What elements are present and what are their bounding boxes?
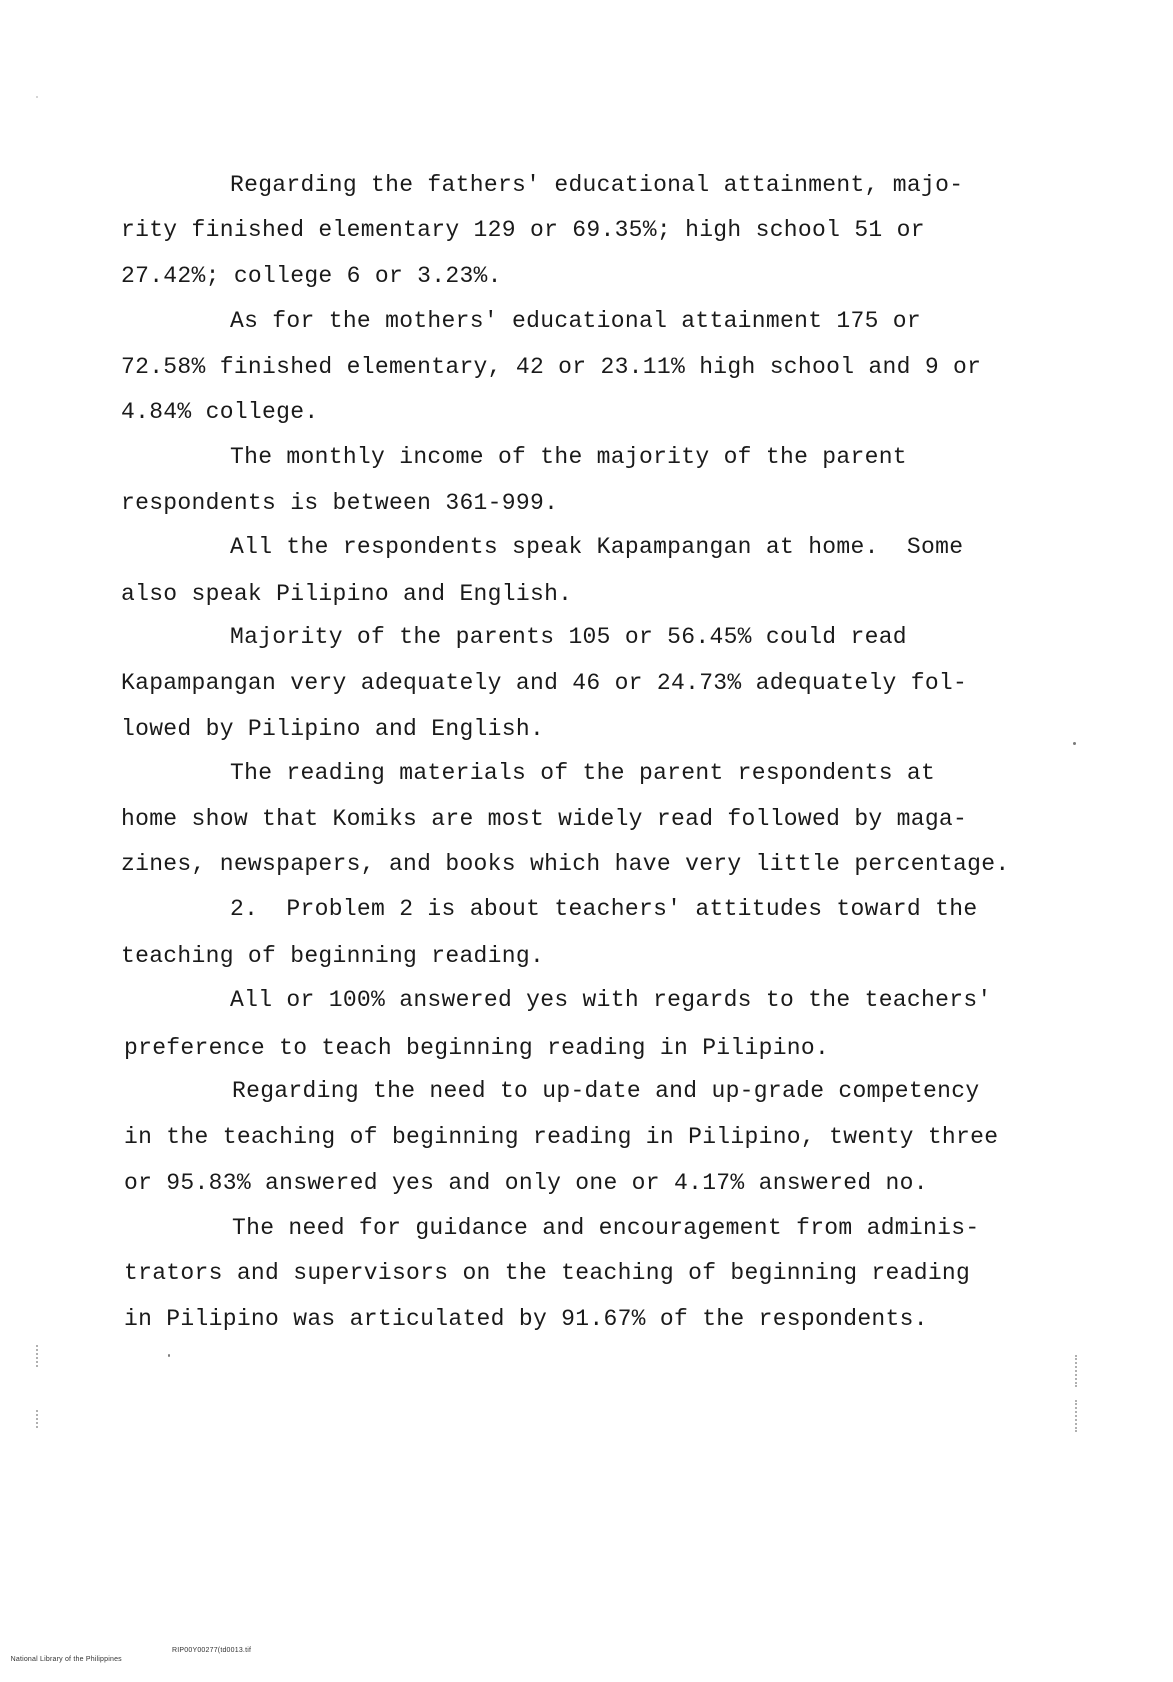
text-line: in the teaching of beginning reading in Pilipino, twenty three bbox=[124, 1124, 999, 1150]
text-line: All or 100% answered yes with regards to the teachers' bbox=[230, 987, 992, 1013]
scan-speck bbox=[168, 1354, 170, 1357]
text-line: Majority of the parents 105 or 56.45% could read bbox=[230, 624, 907, 650]
text-line: 2. Problem 2 is about teachers' attitudes toward the bbox=[230, 896, 978, 922]
text-line: trators and supervisors on the teaching of beginning reading bbox=[124, 1260, 971, 1286]
scan-footer bbox=[2, 1646, 252, 1682]
text-line: in Pilipino was articulated by 91.67% of the respondents. bbox=[124, 1306, 928, 1332]
text-line: teaching of beginning reading. bbox=[121, 943, 545, 969]
scan-margin-dots bbox=[36, 1345, 40, 1367]
text-line: 4.84% college. bbox=[121, 399, 319, 425]
scan-margin-dots bbox=[36, 1410, 40, 1428]
text-line: The reading materials of the parent respondents at bbox=[230, 760, 936, 786]
text-line: The need for guidance and encouragement from adminis- bbox=[232, 1215, 980, 1241]
text-line: Kapampangan very adequately and 46 or 24.73% adequately fol- bbox=[121, 670, 968, 696]
text-line: The monthly income of the majority of the parent bbox=[230, 444, 907, 470]
scan-margin-dots bbox=[1075, 1400, 1079, 1432]
footer-file-code: RIP00Y00277(td0013.tif bbox=[172, 1647, 252, 1654]
text-line: zines, newspapers, and books which have very little percentage. bbox=[121, 851, 1010, 877]
text-line: preference to teach beginning reading in Pilipino. bbox=[124, 1035, 830, 1061]
text-line: or 95.83% answered yes and only one or 4.17% answered no. bbox=[124, 1170, 928, 1196]
scan-speck bbox=[36, 96, 38, 98]
text-line: 27.42%; college 6 or 3.23%. bbox=[121, 263, 502, 289]
text-line: respondents is between 361-999. bbox=[121, 490, 559, 516]
scan-margin-dots bbox=[1075, 1355, 1079, 1387]
text-line: As for the mothers' educational attainment 175 or bbox=[230, 308, 922, 334]
text-line: also speak Pilipino and English. bbox=[121, 581, 573, 607]
text-line: Regarding the fathers' educational attainment, majo- bbox=[230, 172, 964, 198]
text-line: lowed by Pilipino and English. bbox=[121, 716, 545, 742]
text-line: home show that Komiks are most widely read followed by maga- bbox=[121, 806, 968, 832]
text-line: Regarding the need to up-date and up-grade competency bbox=[232, 1078, 980, 1104]
text-line: rity finished elementary 129 or 69.35%; high school 51 or bbox=[121, 217, 925, 243]
scan-speck bbox=[1073, 742, 1076, 745]
text-line: 72.58% finished elementary, 42 or 23.11% high school and 9 or bbox=[121, 354, 982, 380]
text-line: All the respondents speak Kapampangan at home. Some bbox=[230, 534, 964, 560]
footer-library: National Library of the Philippines bbox=[10, 1656, 122, 1663]
